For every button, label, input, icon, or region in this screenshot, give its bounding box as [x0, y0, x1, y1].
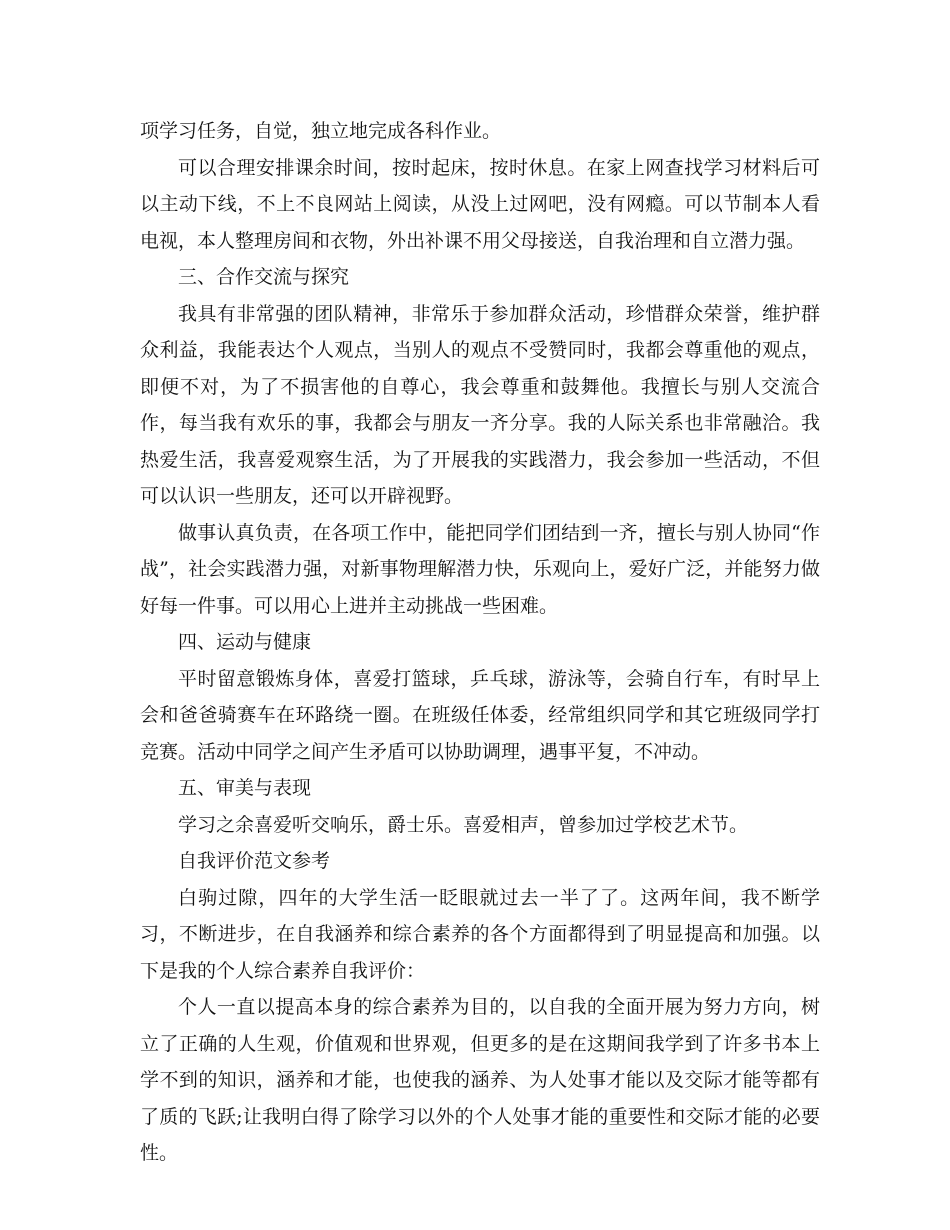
paragraph-music: 学习之余喜爱听交响乐，爵士乐。喜爱相声，曾参加过学校艺术节。: [178, 813, 749, 836]
section-heading-cooperation: 三、合作交流与探究: [178, 266, 350, 288]
section-heading-sports: 四、运动与健康: [178, 631, 312, 653]
document-body: [140, 113, 820, 1172]
section-heading-aesthetics: 五、审美与表现: [178, 777, 312, 799]
section-heading-sample: 自我评价范文参考: [178, 850, 331, 872]
paragraph-teamwork: 我具有非常强的团队精神，非常乐于参加群众活动，珍惜群众荣誉，维护群众利益，我能表达个人观点，当别人的观点不受赞同时，我都会尊重他的观点，即便不对，为了不损害他的自尊心，我会尊重和鼓舞他。我擅长与别人交流合作，每当我有欢乐的事，我都会与朋友一齐分享。我的人际关系也非常融洽。我热爱生活，我喜爱观察生活，为了开展我的实践潜力，我会参加一些活动，不但可以认识一些朋友，还可以开辟视野。: [140, 302, 820, 507]
paragraph-responsibility: 做事认真负责，在各项工作中，能把同学们团结到一齐，擅长与别人协同“作战”，社会实践潜力强，对新事物理解潜力快，乐观向上，爱好广泛，并能努力做好每一件事。可以用心上进并主动挑战一些困难。: [140, 521, 820, 617]
paragraph-exercise: 平时留意锻炼身体，喜爱打篮球，乒乓球，游泳等，会骑自行车，有时早上会和爸爸骑赛车在环路绕一圈。在班级任体委，经常组织同学和其它班级同学打竞赛。活动中同学之间产生矛盾可以协助调理，遇事平复，不冲动。: [140, 667, 820, 763]
paragraph-continued: 项学习任务，自觉，独立地完成各科作业。: [140, 120, 502, 142]
paragraph-university: 白驹过隙，四年的大学生活一眨眼就过去一半了了。这两年间，我不断学习，不断进步，在自我涵养和综合素养的各个方面都得到了明显提高和加强。以下是我的个人综合素养自我评价：: [140, 886, 820, 982]
paragraph-self-management: 可以合理安排课余时间，按时起床，按时休息。在家上网查找学习材料后可以主动下线，不上不良网站上阅读，从没上过网吧，没有网瘾。可以节制本人看电视，本人整理房间和衣物，外出补课不用父母接送，自我治理和自立潜力强。: [140, 156, 820, 252]
paragraph-growth: 个人一直以提高本身的综合素养为目的，以自我的全面开展为努力方向，树立了正确的人生观，价值观和世界观，但更多的是在这期间我学到了许多书本上学不到的知识，涵养和才能，也使我的涵养、为人处事才能以及交际才能等都有了质的飞跃;让我明白得了除学习以外的个人处事才能的重要性和交际才能的必要性。: [140, 996, 820, 1164]
